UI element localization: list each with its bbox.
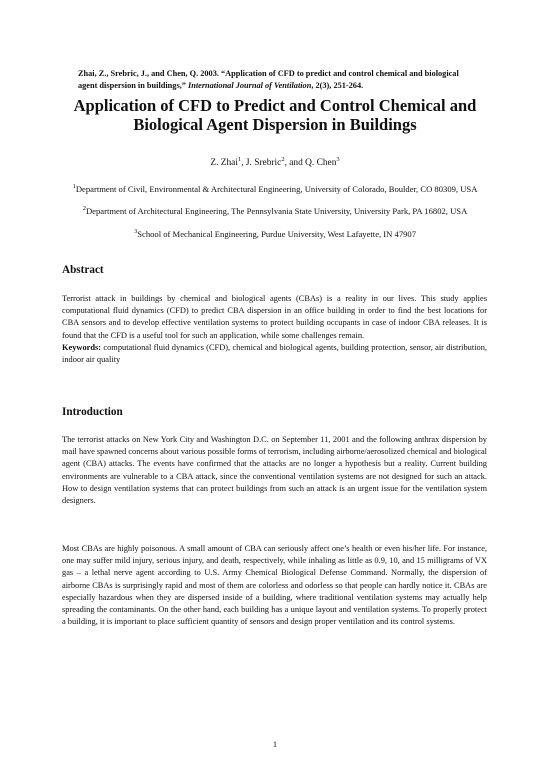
citation-volume: , 2(3), 251-264. bbox=[311, 81, 364, 90]
affiliation-mark: 3 bbox=[133, 228, 138, 235]
introduction-paragraph: The terrorist attacks on New York City and Washington D.C. on September 11, 2001 and the following anthrax dispersion by mail have spawned concerns about various possible forms of terrorism, including airborne/aerosolized chemical and biological agent (CBA) attacks. The events have confirmed that the attacks are no longer a hypothesis but a reality. Current building environments are vulnerable to a CBA attack, since the conventional ventilation systems are not designed for such an attack. How to design ventilation systems that can protect buildings from such an attack is an urgent issue for the ventilation system designers. bbox=[62, 435, 487, 506]
keywords-label: Keywords: bbox=[62, 343, 102, 352]
author-separator: , and bbox=[284, 158, 306, 168]
author-affiliation-mark: 3 bbox=[336, 156, 340, 163]
author-name: Q. Chen bbox=[305, 158, 337, 168]
author-list bbox=[60, 154, 490, 169]
abstract-text: Terrorist attack in buildings by chemical and biological agents (CBAs) is a reality in our lives. This study applies computational fluid dynamics (CFD) to predict CBA dispersion in an office building in order to find the best locations for CBA sensors and to develop effective ventilation systems to protect building occupants in case of indoor CBA releases. It is found that the CFD is a useful tool for such an application, while some challenges remain. bbox=[62, 294, 487, 340]
affiliation-text: School of Mechanical Engineering, Purdue University, West Lafayette, IN 47907 bbox=[137, 229, 417, 239]
introduction-paragraph: Most CBAs are highly poisonous. A small amount of CBA can seriously affect one’s health or even his/her life. For instance, one may suffer mild injury, serious injury, and death, respectively, while inhaling as little as 0.9, 10, and 15 milligrams of VX gas – a lethal nerve agent according to U.S. Army Chemical Biological Defense Command. Normally, the dispersion of airborne CBAs is surprisingly rapid and most of them are colorless and odorless so that people can hardly notice it. CBAs are especially hazardous when they are dispersed inside of a building, where traditional ventilation systems may actually help spreading the contaminants. On the other hand, each building has a unique layout and ventilation systems. To properly protect a building, it is important to place sufficient quantity of sensors and design proper ventilation and its control systems. bbox=[62, 544, 487, 627]
introduction-heading: Introduction bbox=[62, 406, 123, 418]
citation-journal: International Journal of Ventilation bbox=[187, 81, 312, 90]
author-affiliation-mark: 2 bbox=[281, 156, 285, 163]
affiliation-text: Department of Architectural Engineering, The Pennsylvania State University, University Park, PA 16802, USA bbox=[85, 206, 468, 216]
affiliation-mark: 2 bbox=[82, 205, 86, 212]
citation-authors: Zhai, Z., Srebric, J., and Chen, Q. 2003. “Application of CFD to predict and control chemical and biological agent dispersion in buildings,” bbox=[78, 69, 459, 90]
author-affiliation-mark: 1 bbox=[237, 156, 242, 163]
affiliation bbox=[65, 226, 485, 240]
keywords-text: computational fluid dynamics (CFD), chemical and biological agents, building protection, sensor, air distribution, indoor air quality bbox=[62, 343, 487, 365]
affiliation-text: Department of Civil, Environmental & Architectural Engineering, University of Colorado, Boulder, CO 80309, USA bbox=[75, 184, 478, 194]
affiliation bbox=[65, 181, 485, 195]
keywords bbox=[62, 342, 487, 366]
affiliation-mark: 1 bbox=[72, 183, 76, 190]
affiliation bbox=[65, 203, 485, 217]
paper-title: Application of CFD to Predict and Control Chemical and Biological Agent Dispersion in Buildings bbox=[73, 96, 477, 134]
abstract-heading: Abstract bbox=[62, 264, 104, 276]
citation bbox=[78, 68, 478, 92]
author-name: Z. Zhai bbox=[210, 158, 238, 168]
author-separator: , bbox=[241, 158, 246, 168]
author-name: J. Srebric bbox=[245, 158, 282, 168]
page-number: 1 bbox=[272, 740, 278, 749]
